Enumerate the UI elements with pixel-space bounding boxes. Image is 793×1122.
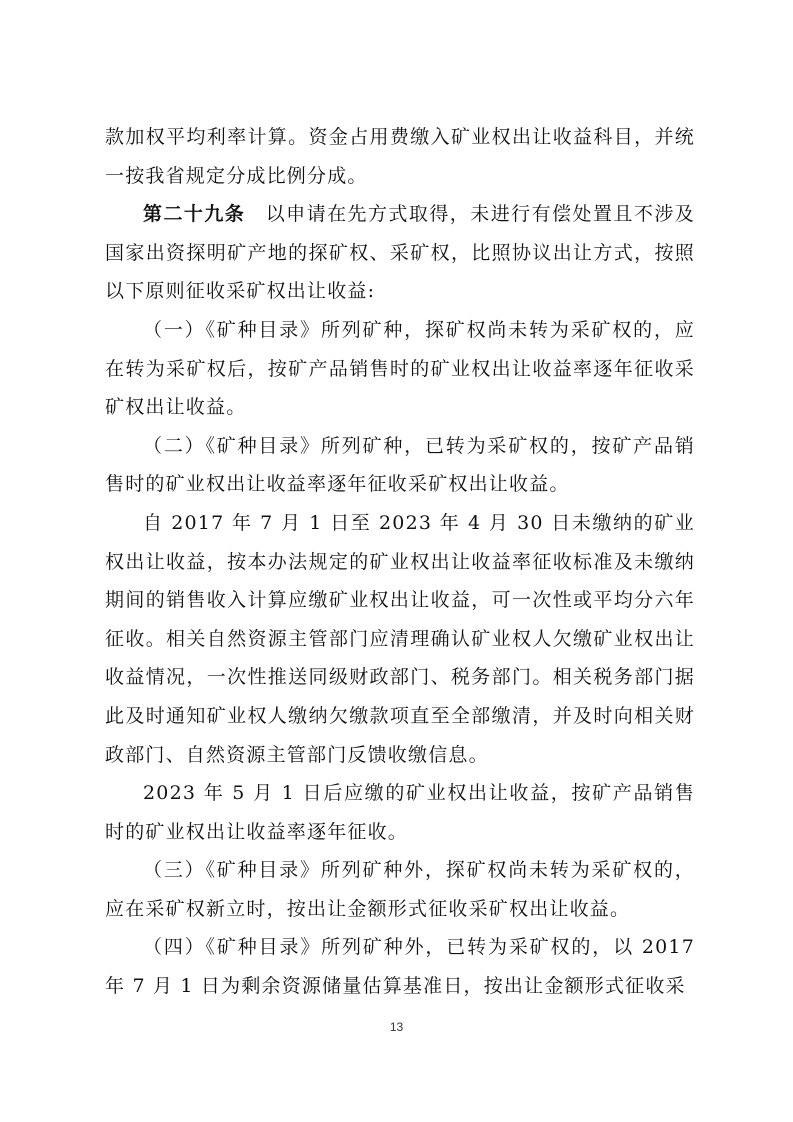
article-29-paragraph [105,195,695,311]
paragraph-text: 以申请在先方式取得，未进行有偿处置且不涉及国家出资探明矿产地的探矿权、采矿权，比照协议出让方式，按照以下原则征收采矿权出让收益: [105,203,695,303]
paragraph-text: （三）《矿种目录》所列矿种外，探矿权尚未转为采矿权的，应在采矿权新立时，按出让金额形式征收采矿权出让收益。 [105,859,695,920]
paragraph-text: 2023 年 5 月 1 日后应缴的矿业权出让收益，按矿产品销售时的矿业权出让收益率逐年征收。 [105,782,695,843]
paragraph [105,427,695,504]
paragraph-text: （一）《矿种目录》所列矿种，探矿权尚未转为采矿权的，应在转为采矿权后，按矿产品销售时的矿业权出让收益率逐年征收采矿权出让收益。 [105,318,695,419]
paragraph-text: 款加权平均利率计算。资金占用费缴入矿业权出让收益科目，并统一按我省规定分成比例分成。 [105,126,695,187]
paragraph [105,928,695,1005]
paragraph [105,851,695,928]
paragraph [105,774,695,851]
paragraph-text: 自 2017 年 7 月 1 日至 2023 年 4 月 30 日未缴纳的矿业权出让收益，按本办法规定的矿业权出让收益率征收标准及未缴纳期间的销售收入计算应缴矿业权出让收益，可一次性或平均分六年征收。相关自然资源主管部门应清理确认矿业权人欠缴矿业权出让收益情况，一次性推送同级财政部门、税务部门。相关税务部门据此及时通知矿业权人缴纳欠缴款项直至全部缴清，并及时向相关财政部门、自然资源主管部门反馈收缴信息。 [105,511,695,766]
page-number: 13 [389,1020,404,1034]
paragraph [105,311,695,427]
article-heading: 第二十九条 [143,203,246,226]
body-text [105,118,695,1006]
paragraph [105,504,695,774]
paragraph-text: （四）《矿种目录》所列矿种外，已转为采矿权的，以 2017 年 7 月 1 日为剩余资源储量估算基准日，按出让金额形式征收采 [105,936,695,998]
paragraph-text: （二）《矿种目录》所列矿种，已转为采矿权的，按矿产品销售时的矿业权出让收益率逐年征收采矿权出让收益。 [105,434,695,496]
paragraph [105,118,695,195]
